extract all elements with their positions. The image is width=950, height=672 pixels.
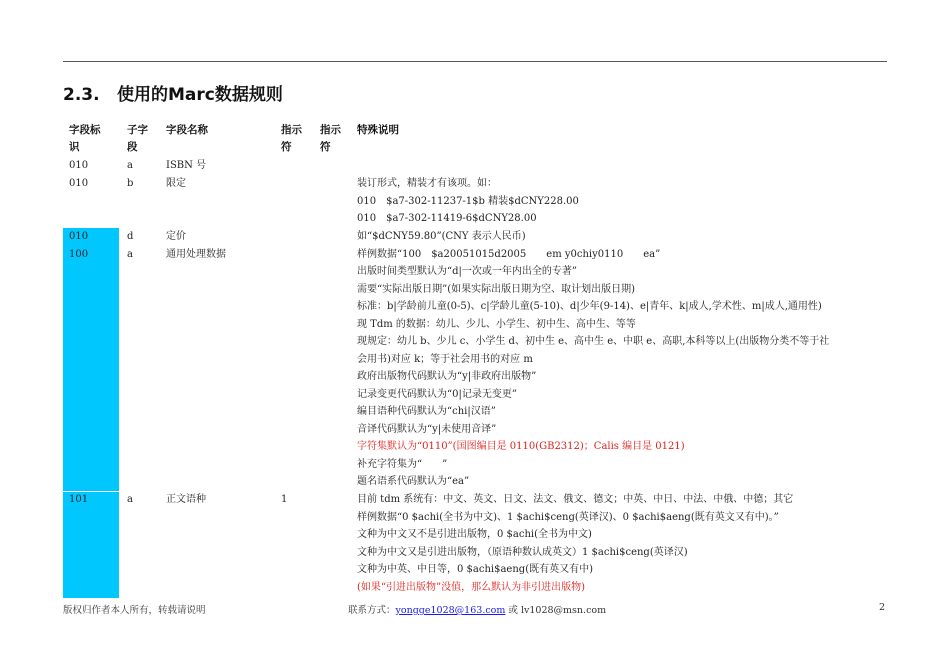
row-highlight-010d-100: [63, 228, 119, 491]
section-title: 使用的Marc数据规则: [117, 85, 283, 105]
col-header-field-tag: 字段标 识: [69, 124, 101, 153]
row2-subfield: b: [127, 178, 134, 189]
row5-subfield: a: [127, 494, 133, 505]
row1-tag: 010: [69, 160, 89, 171]
col-header-field-name: 字段名称: [166, 124, 208, 136]
footer-email-2: lv1028@msn.com: [520, 605, 607, 616]
row4-note-line: 题名语系代码默认为“ea”: [357, 476, 470, 487]
header-rule: [63, 61, 887, 62]
row2-tag: 010: [69, 178, 89, 189]
row4-note-line: 样例数据“100 $a20051015d2005 em y0chiy0110 ea”: [357, 249, 661, 260]
row4-note-line: 标准：b|学龄前儿童(0-5)、c|学龄儿童(5-10)、d|少年(9-14)、e|青年、k|成人,学术性、m|成人,通用性): [357, 301, 822, 312]
row4-note-line: 现 Tdm 的数据：幼儿、少儿、小学生、初中生、高中生、等等: [357, 319, 636, 330]
row5-note-line: 目前 tdm 系统有：中文、英文、日文、法文、俄文、德文；中英、中日、中法、中俄、中德；其它: [357, 494, 794, 505]
footer-or: 或: [508, 605, 518, 616]
row2-note-line: 装订形式，精装才有该项。如：: [357, 178, 497, 189]
footer-email-link-1[interactable]: yongge1028@163.com: [395, 605, 506, 616]
row4-subfield: a: [127, 249, 133, 260]
page-number: 2: [879, 602, 886, 613]
row4-note-line: 音译代码默认为“y|未使用音译”: [357, 424, 497, 435]
col-header-notes: 特殊说明: [357, 124, 399, 136]
row5-indicator-1: 1: [281, 494, 288, 505]
row4-note-line-charset: 字符集默认为“0110”(国图编目是 0110(GB2312)；Calis 编目是 0121): [357, 441, 685, 452]
col-header-subfield: 子字 段: [127, 124, 148, 153]
footer-contact: [348, 602, 606, 616]
row5-note-line: 样例数据“0 $achi(全书为中文)、1 $achi$ceng(英译汉)、0 $achi$aeng(既有英文又有中)。”: [357, 512, 779, 523]
row4-note-line: 会用书)对应 k；等于社会用书的对应 m: [357, 354, 533, 365]
row5-name: 正文语种: [166, 494, 206, 505]
row4-note-line: 需要“实际出版日期”(如果实际出版日期为空、取计划出版日期): [357, 284, 636, 295]
row4-note-line: 记录变更代码默认为“0|记录无变更”: [357, 389, 517, 400]
row3-tag: 010: [69, 231, 89, 242]
footer-contact-label: 联系方式：: [348, 605, 396, 616]
row3-note-line: 如“$dCNY59.80”(CNY 表示人民币): [357, 231, 526, 242]
row2-note-line: 010 $a7-302-11419-6$dCNY28.00: [357, 213, 537, 224]
row5-note-line: 文种为中英、中日等，0 $achi$aeng(既有英又有中): [357, 564, 593, 575]
row1-name: ISBN 号: [166, 160, 207, 171]
row2-name: 限定: [166, 178, 186, 189]
row5-note-line: 文种为中文又不是引进出版物，0 $achi(全书为中文): [357, 529, 592, 540]
row3-subfield: d: [127, 231, 134, 242]
row3-name: 定价: [166, 231, 186, 242]
row5-note-line-default: (如果“引进出版物”没值，那么默认为非引进出版物): [357, 582, 586, 593]
row1-subfield: a: [127, 160, 133, 171]
section-number: 2.3.: [63, 85, 100, 105]
row4-note-line: 出版时间类型默认为“d|一次或一年内出全的专著”: [357, 266, 577, 277]
row5-tag: 101: [69, 494, 89, 505]
footer-copyright: 版权归作者本人所有，转载请说明: [63, 605, 206, 616]
row5-note-line: 文种为中文又是引进出版物，（原语种数认成英文）1 $achi$ceng(英译汉): [357, 547, 688, 558]
row4-tag: 100: [69, 249, 89, 260]
row2-note-line: 010 $a7-302-11237-1$b 精装$dCNY228.00: [357, 196, 579, 207]
section-heading: [63, 80, 283, 105]
row4-note-line: 补充字符集为“ ”: [357, 459, 448, 470]
row4-note-line: 政府出版物代码默认为“y|非政府出版物”: [357, 371, 537, 382]
col-header-indicator-1: 指示 符: [281, 124, 302, 153]
row4-name: 通用处理数据: [166, 249, 226, 260]
row4-note-line: 现规定：幼儿 b、少儿 c、小学生 d、初中生 e、高中生 e、中职 e、高职,本科等以上(出版物分类不等于社: [357, 336, 830, 347]
col-header-indicator-2: 指示 符: [320, 124, 341, 153]
row4-note-line: 编目语种代码默认为“chi|汉语”: [357, 406, 496, 417]
